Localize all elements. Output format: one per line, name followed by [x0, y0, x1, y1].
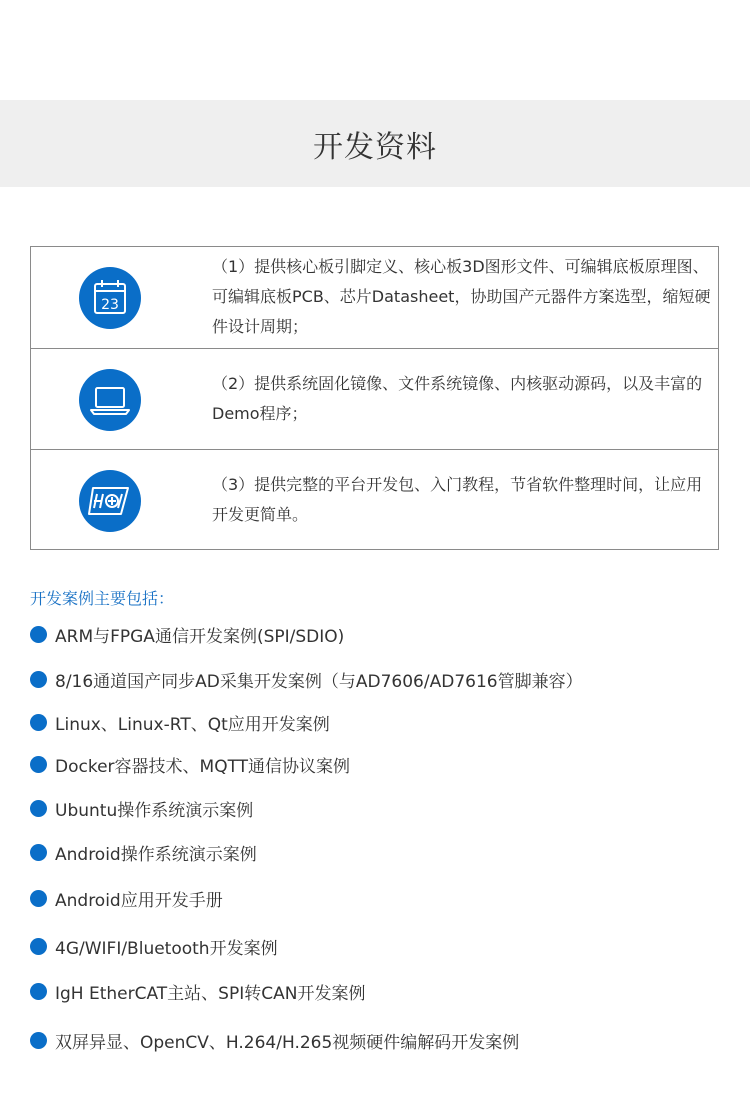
list-item: [30, 886, 223, 910]
list-item: [30, 667, 583, 691]
feature-row-hardware: [31, 247, 718, 347]
calendar-day-text: 23: [101, 297, 119, 313]
section-banner: [0, 100, 750, 187]
list-item: [30, 710, 330, 734]
bullet-dot-icon: [30, 983, 47, 1000]
list-item-label: ARM与FPGA通信开发案例(SPI/SDIO): [55, 626, 345, 647]
bullet-dot-icon: [30, 844, 47, 861]
feature-text: （2）提供系统固化镜像、文件系统镜像、内核驱动源码，以及丰富的Demo程序；: [212, 374, 703, 423]
list-item: [30, 979, 365, 1003]
bullet-dot-icon: [30, 938, 47, 955]
bullet-dot-icon: [30, 756, 47, 773]
feature-text: （1）提供核心板引脚定义、核心板3D图形文件、可编辑底板原理图、可编辑底板PCB、芯片Datasheet，协助国产元器件方案选型，缩短硬件设计周期；: [212, 257, 711, 336]
list-item-label: Ubuntu操作系统演示案例: [55, 800, 254, 821]
section-title: 开发资料: [313, 129, 437, 165]
laptop-icon: [79, 369, 141, 431]
list-item: [30, 840, 257, 864]
list-item: [30, 1028, 519, 1052]
list-item-label: Linux、Linux-RT、Qt应用开发案例: [55, 714, 330, 735]
list-item: [30, 752, 350, 776]
bullet-dot-icon: [30, 800, 47, 817]
list-item-label: Android应用开发手册: [55, 890, 223, 911]
feature-row-sdk: [31, 449, 718, 549]
bullet-dot-icon: [30, 890, 47, 907]
list-item-label: Docker容器技术、MQTT通信协议案例: [55, 756, 351, 777]
calendar-icon: [79, 267, 141, 329]
list-item: [30, 796, 253, 820]
dev-board-icon: [79, 470, 141, 532]
list-item-label: 8/16通道国产同步AD采集开发案例（与AD7606/AD7616管脚兼容）: [55, 671, 583, 692]
feature-row-software: [31, 348, 718, 449]
list-item-label: Android操作系统演示案例: [55, 844, 257, 865]
list-item-label: 双屏异显、OpenCV、H.264/H.265视频硬件编解码开发案例: [55, 1032, 520, 1053]
list-item-label: IgH EtherCAT主站、SPI转CAN开发案例: [55, 983, 366, 1004]
bullet-dot-icon: [30, 626, 47, 643]
list-item: [30, 934, 278, 958]
feature-table: [30, 246, 719, 550]
feature-text: （3）提供完整的平台开发包、入门教程，节省软件整理时间，让应用开发更简单。: [212, 475, 703, 524]
bullet-dot-icon: [30, 671, 47, 688]
bullet-dot-icon: [30, 714, 47, 731]
list-item-label: 4G/WIFI/Bluetooth开发案例: [55, 938, 278, 959]
cases-title: 开发案例主要包括：: [30, 589, 175, 608]
bullet-dot-icon: [30, 1032, 47, 1049]
list-item: [30, 622, 344, 646]
